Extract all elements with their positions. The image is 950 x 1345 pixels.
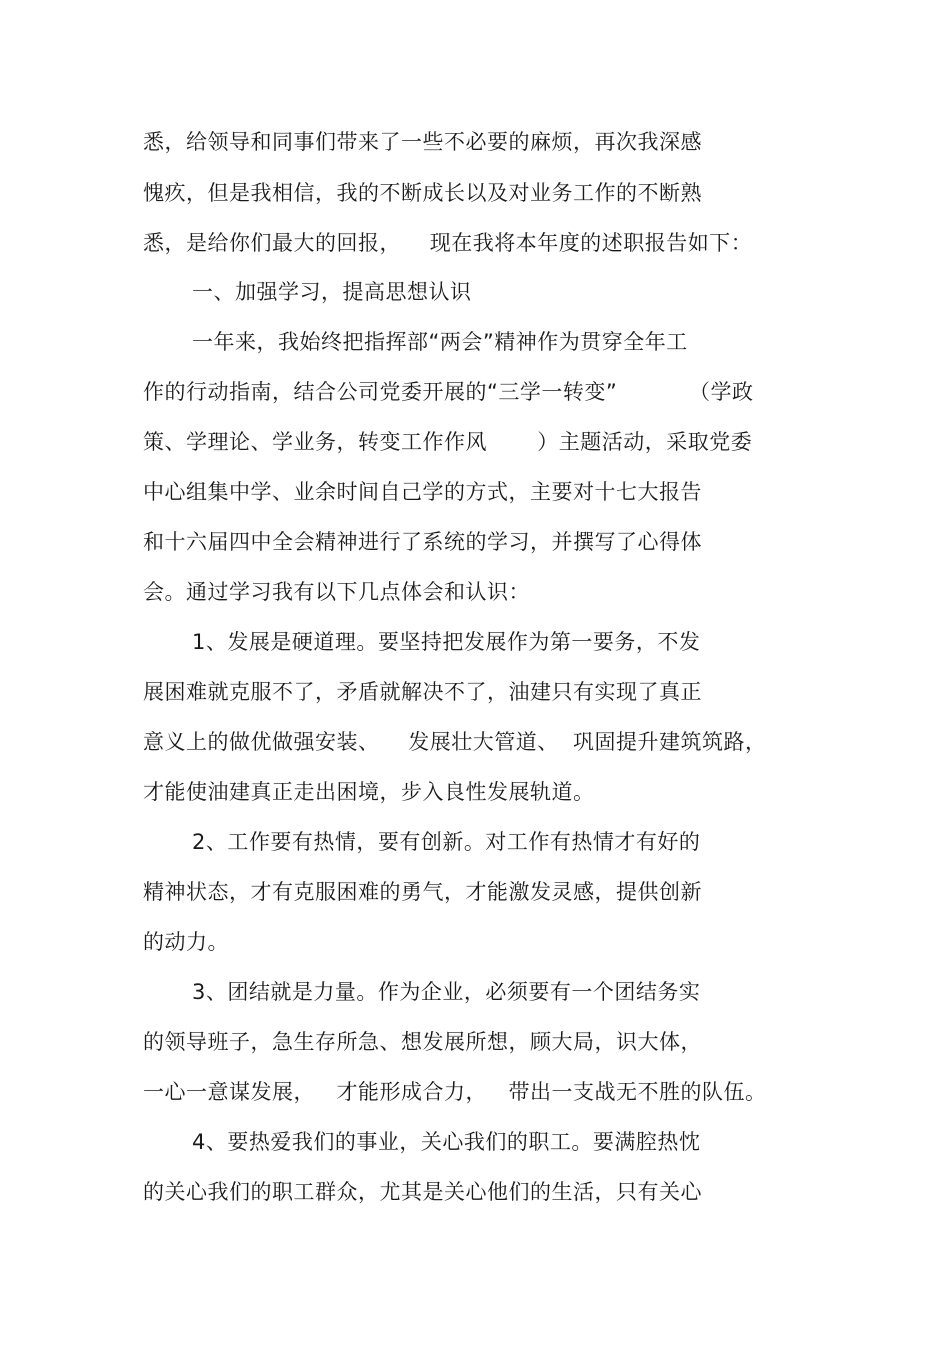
text-line: 悉，给领导和同事们带来了一些不必要的麻烦，再次我深感 (143, 130, 702, 154)
text-line: 3、团结就是力量。作为企业，必须要有一个团结务实 (192, 980, 701, 1004)
text-line: 的动力。 (143, 930, 229, 954)
text-line: 意义上的做优做强安装、 发展壮大管道、 巩固提升建筑筑路， (143, 730, 767, 754)
text-line: 4、要热爱我们的事业，关心我们的职工。要满腔热忱 (192, 1130, 701, 1154)
text-line: 精神状态，才有克服困难的勇气，才能激发灵感，提供创新 (143, 880, 702, 904)
text-line: 的领导班子，急生存所急、想发展所想，顾大局，识大体， (143, 1030, 702, 1054)
text-line: 的关心我们的职工群众，尤其是关心他们的生活，只有关心 (143, 1180, 702, 1204)
text-line: 1、发展是硬道理。要坚持把发展作为第一要务，不发 (192, 630, 701, 654)
section-heading: 一、加强学习，提高思想认识 (192, 280, 472, 304)
text-line: 作的行动指南，结合公司党委开展的“三学一转变” （学政 (143, 380, 754, 404)
text-line: 一年来，我始终把指挥部“两会”精神作为贯穿全年工 (192, 330, 688, 354)
text-line: 愧疚，但是我相信，我的不断成长以及对业务工作的不断熟 (143, 181, 702, 205)
text-line: 会。通过学习我有以下几点体会和认识： (143, 580, 530, 604)
text-line: 展困难就克服不了，矛盾就解决不了，油建只有实现了真正 (143, 680, 702, 704)
text-line: 策、学理论、学业务，转变工作作风 ）主题活动，采取党委 (143, 430, 753, 454)
text-line: 才能使油建真正走出困境，步入良性发展轨道。 (143, 780, 595, 804)
text-line: 和十六届四中全会精神进行了系统的学习，并撰写了心得体 (143, 530, 702, 554)
text-line: 2、工作要有热情，要有创新。对工作有热情才有好的 (192, 830, 701, 854)
text-line: 一心一意谋发展， 才能形成合力， 带出一支战无不胜的队伍。 (143, 1080, 767, 1104)
text-line: 悉，是给你们最大的回报， 现在我将本年度的述职报告如下： (143, 231, 753, 255)
text-line: 中心组集中学、业余时间自己学的方式，主要对十七大报告 (143, 480, 702, 504)
